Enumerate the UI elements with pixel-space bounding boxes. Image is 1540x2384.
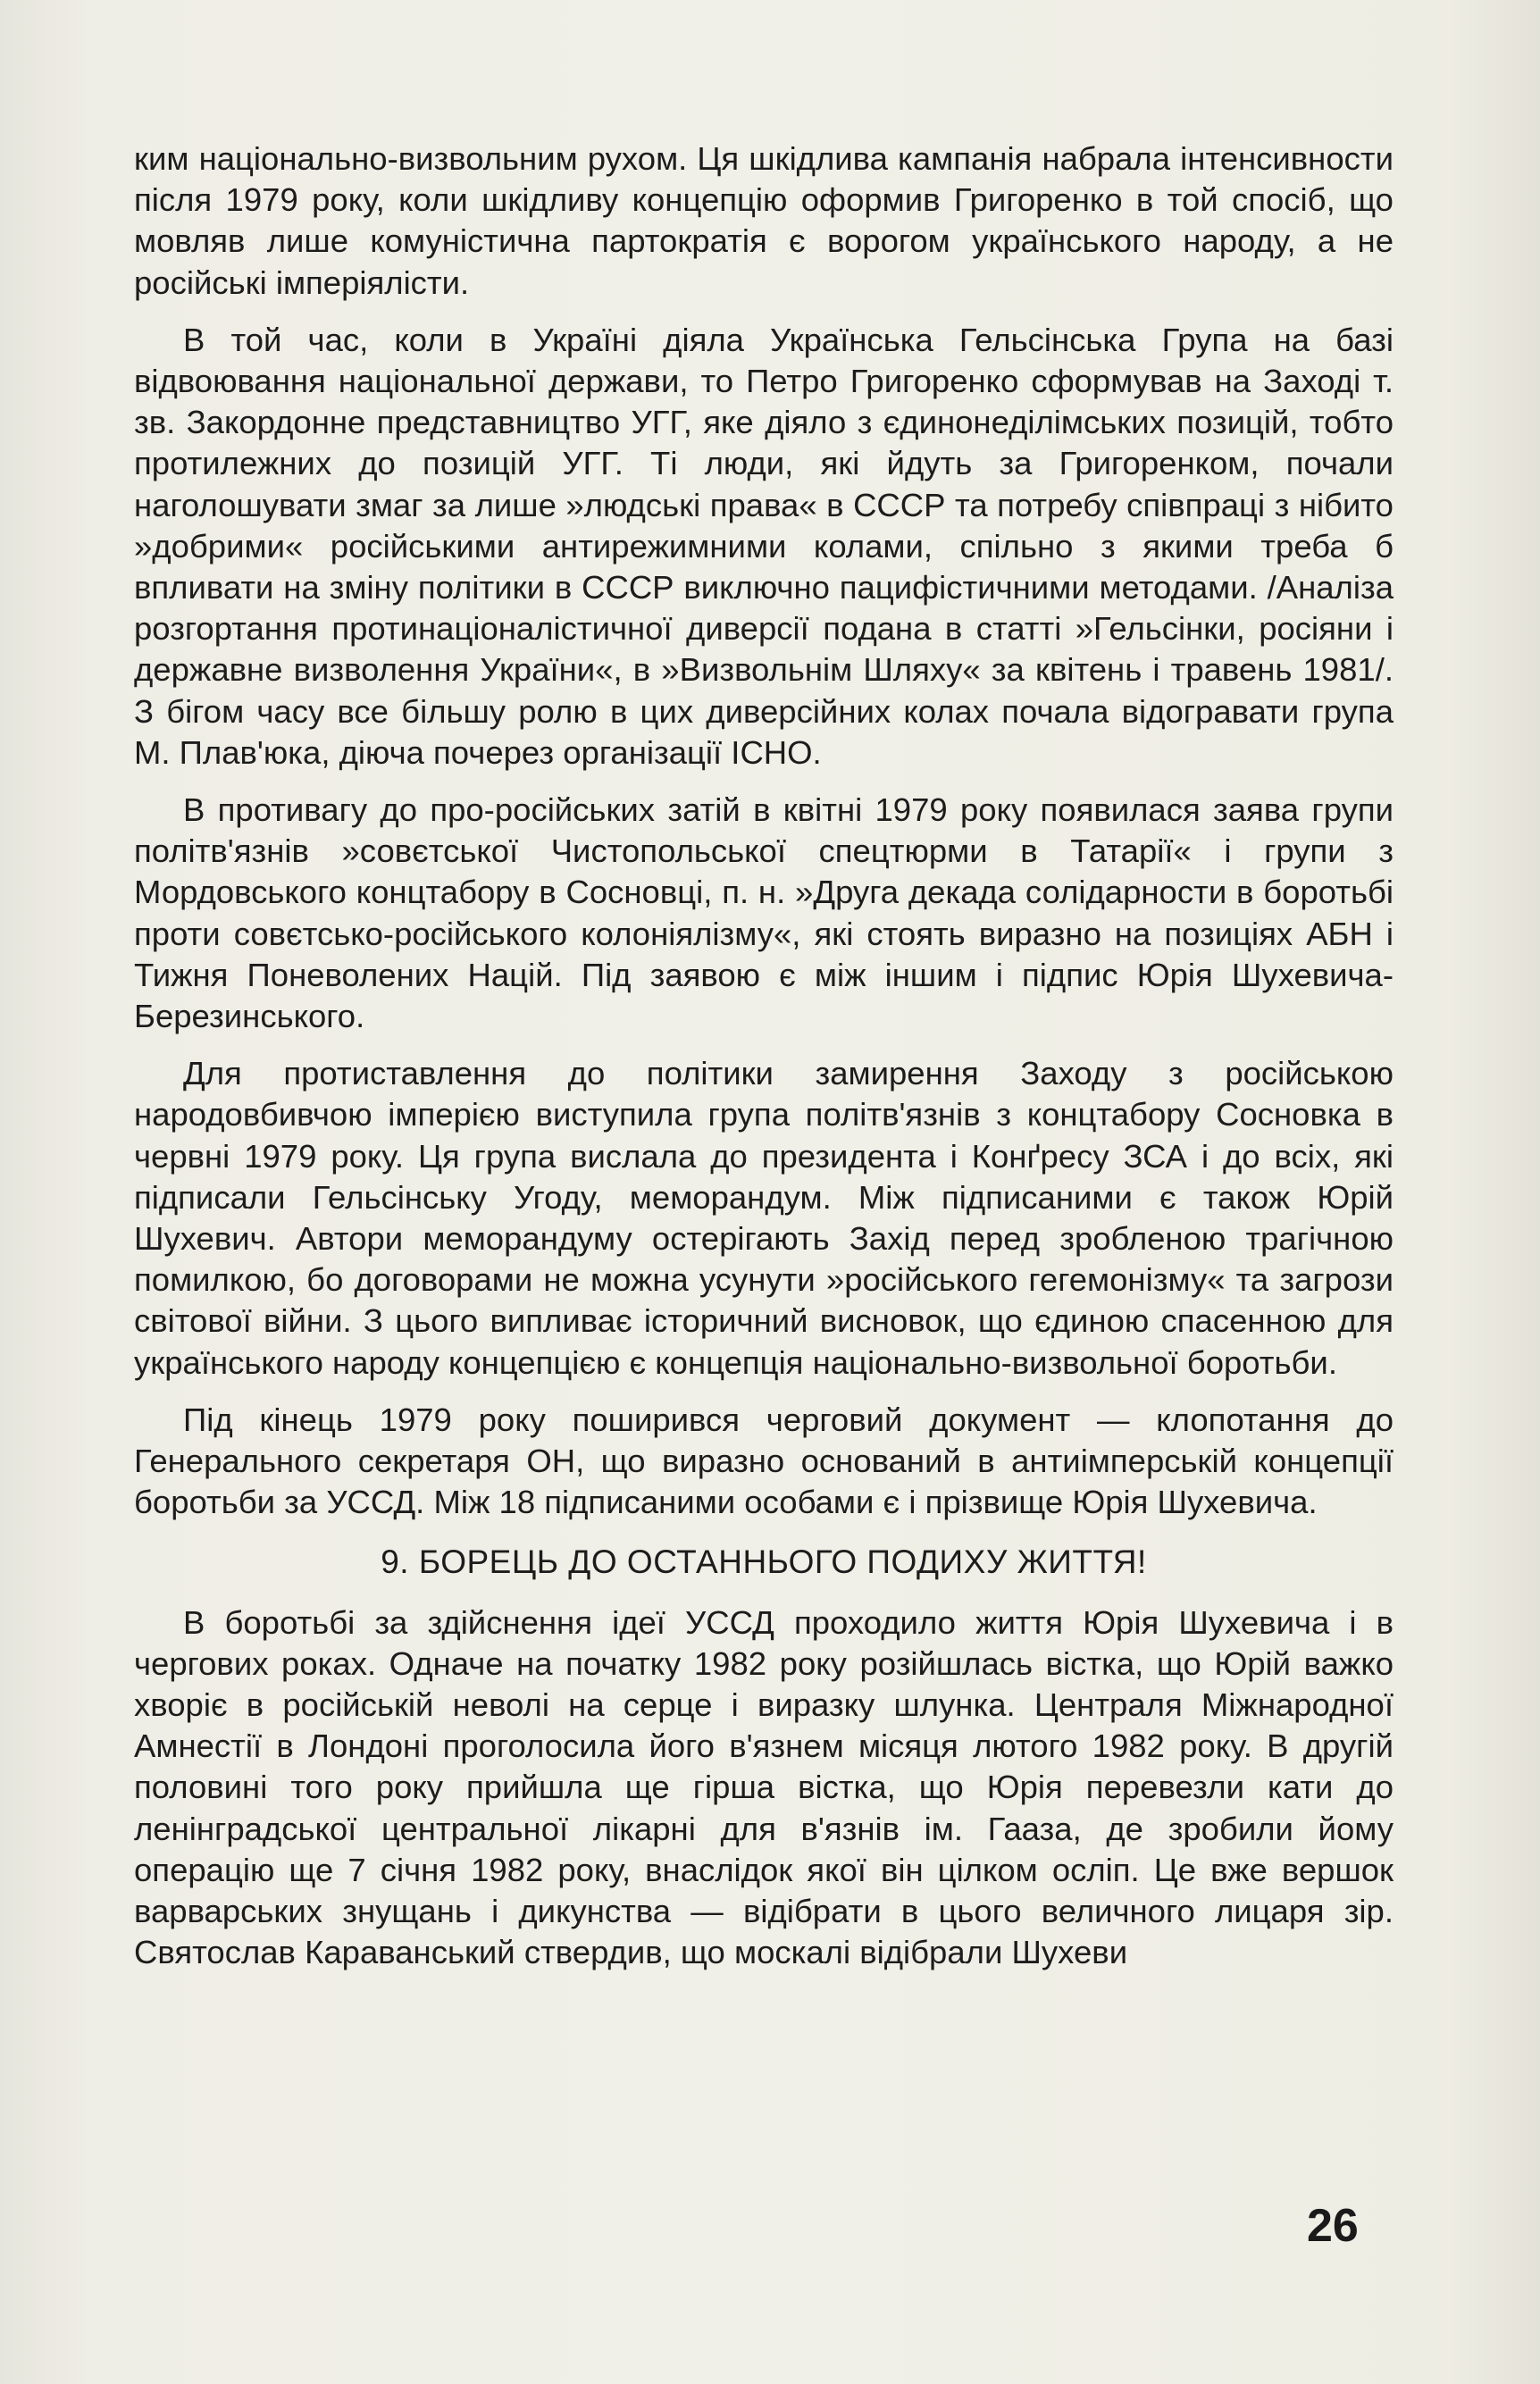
paragraph: В противагу до про-російських затій в квітні 1979 року появилася заява групи політв'язнів »совєтської Чистопольської спецтюрми в Татарії« і групи з Мордовського концтабору в Сосновці, п. н. »Друга декада солідарности в боротьбі проти совєтсько-російського колоніялізму«, які стоять виразно на позиціях АБН і Тижня Поневолених Націй. Під заявою є між іншим і підпис Юрія Шухевича-Березинського.	[134, 791, 1394, 1035]
paragraph: ким національно-визвольним рухом. Ця шкідлива кампанія набрала інтенсивности після 1979 року, коли шкідливу концепцію оформив Григоренко в той спосіб, що мовляв лише комуністична партократія є ворогом українського народу, а не російські імперіялісти.	[134, 140, 1394, 301]
page-number: 26	[1307, 2200, 1359, 2252]
paragraph: Для протиставлення до політики замирення Заходу з російською народовбивчою імперією виступила група політв'язнів з концтабору Сосновка в червні 1979 року. Ця група вислала до президента і Конґресу ЗСА і до всіх, які підписали Гельсінську Угоду, меморандум. Між підписаними є також Юрій Шухевич. Автори меморандуму остерігають Захід перед зробленою трагічною помилкою, бо договорами не можна усунути »російського гегемонізму« та загрози світової війни. З цього випливає історичний висновок, що єдиною спасенною для українського народу концепцією є концепція національно-визвольної боротьби.	[134, 1055, 1394, 1381]
paragraph: В боротьбі за здійснення ідеї УССД проходило життя Юрія Шухевича і в чергових роках. Одначе на початку 1982 року розійшлась вістка, що Юрій важко хворіє в російській неволі на серце і виразку шлунка. Централя Міжнародної Амнестії в Лондоні проголосила його в'язнем місяця лютого 1982 року. В другій половині того року прийшла ще гірша вістка, що Юрія перевезли кати до ленінградської центральної лікарні для в'язнів ім. Гааза, де зробили йому операцію ще 7 січня 1982 року, внаслідок якої він цілком осліп. Це вже вершок варварських знущань і дикунства — відібрати в цього величного лицаря зір. Святослав Караванський ствердив, що москалі відібрали Шухеви	[134, 1603, 1394, 1971]
page-body	[134, 138, 1394, 1989]
section-heading: 9. БОРЕЦЬ ДО ОСТАННЬОГО ПОДИХУ ЖИТТЯ!	[381, 1543, 1147, 1580]
paragraph: В той час, коли в Україні діяла Українська Гельсінська Група на базі відвоювання національної держави, то Петро Григоренко сформував на Заході т. зв. Закордонне представництво УГГ, яке діяло з єдинонеділімських позицій, тобто протилежних до позицій УГГ. Ті люди, які йдуть за Григоренком, почали наголошувати змаг за лише »людські права« в СССР та потребу співпраці з нібито »добрими« російськими антирежимними колами, спільно з якими треба б впливати на зміну політики в СССР виключно пацифістичними методами. /Аналіза розгортання протинаціоналістичної диверсії подана в статті »Гельсінки, росіяни і державне визволення України«, в »Визвольнім Шляху« за квітень і травень 1981/. З бігом часу все більшу ролю в цих диверсійних колах почала відогравати група М. Плав'юка, діюча почерез організації ІСНО.	[134, 321, 1394, 771]
paragraph: Під кінець 1979 року поширився черговий документ — клопотання до Генерального секретаря ОН, що виразно оснований в антиімперській концепції боротьби за УССД. Між 18 підписаними особами є і прізвище Юрія Шухевича.	[134, 1401, 1394, 1521]
